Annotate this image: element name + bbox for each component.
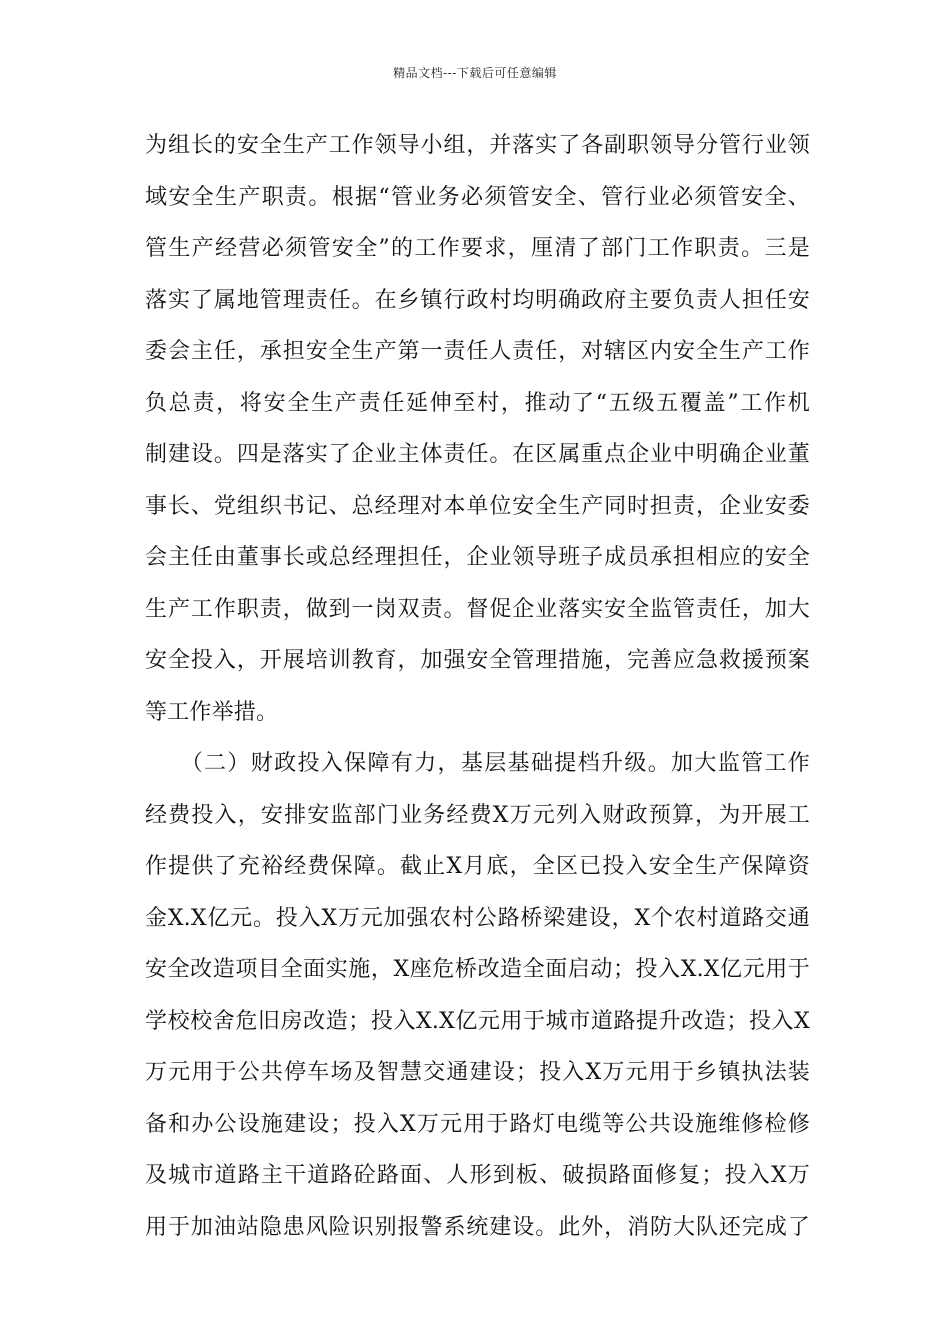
text-line: 备和办公设施建设；投入X万元用于路灯电缆等公共设施维修检修 [145,1111,810,1137]
paragraph-end-line: 等工作举措。 [145,699,279,725]
text-line: 域安全生产职责。根据“管业务必须管安全、管行业必须管安全、 [145,184,810,210]
text-line: 负总责，将安全生产责任延伸至村，推动了“五级五覆盖”工作机 [145,390,810,416]
text-line: 安全改造项目全面实施，X座危桥改造全面启动；投入X.X亿元用于 [145,957,810,982]
text-line: 会主任由董事长或总经理担任，企业领导班子成员承担相应的安全 [145,545,810,570]
paragraph-first-line: （二）财政投入保障有力，基层基础提档升级。加大监管工作 [145,751,810,776]
text-line: 安全投入，开展培训教育，加强安全管理措施，完善应急救援预案 [145,648,810,673]
text-line: 学校校舍危旧房改造；投入X.X亿元用于城市道路提升改造；投入X [145,1008,810,1034]
text-line: 作提供了充裕经费保障。截止X月底，全区已投入安全生产保障资 [145,854,810,879]
text-line: 落实了属地管理责任。在乡镇行政村均明确政府主要负责人担任安 [145,287,810,313]
text-line: 为组长的安全生产工作领导小组，并落实了各副职领导分管行业领 [145,133,810,158]
page-header: 精品文档---下载后可任意编辑 [393,66,557,80]
text-line: 委会主任，承担安全生产第一责任人责任，对辖区内安全生产工作 [145,339,810,364]
text-line: 用于加油站隐患风险识别报警系统建设。此外，消防大队还完成了 [145,1214,810,1240]
text-line: 制建设。四是落实了企业主体责任。在区属重点企业中明确企业董 [145,442,810,467]
text-line: 万元用于公共停车场及智慧交通建设；投入X万元用于乡镇执法装 [145,1060,810,1085]
text-line: 金X.X亿元。投入X万元加强农村公路桥梁建设，X个农村道路交通 [145,905,810,931]
text-line: 事长、党组织书记、总经理对本单位安全生产同时担责，企业安委 [145,493,810,519]
text-line: 生产工作职责，做到一岗双责。督促企业落实安全监管责任，加大 [145,596,810,622]
text-line: 及城市道路主干道路砼路面、人形到板、破损路面修复；投入X万 [145,1163,810,1188]
text-line: 经费投入，安排安监部门业务经费X万元列入财政预算，为开展工 [145,802,810,828]
document-body [145,128,810,1261]
text-line: 管生产经营必须管安全”的工作要求，厘清了部门工作职责。三是 [145,236,810,261]
